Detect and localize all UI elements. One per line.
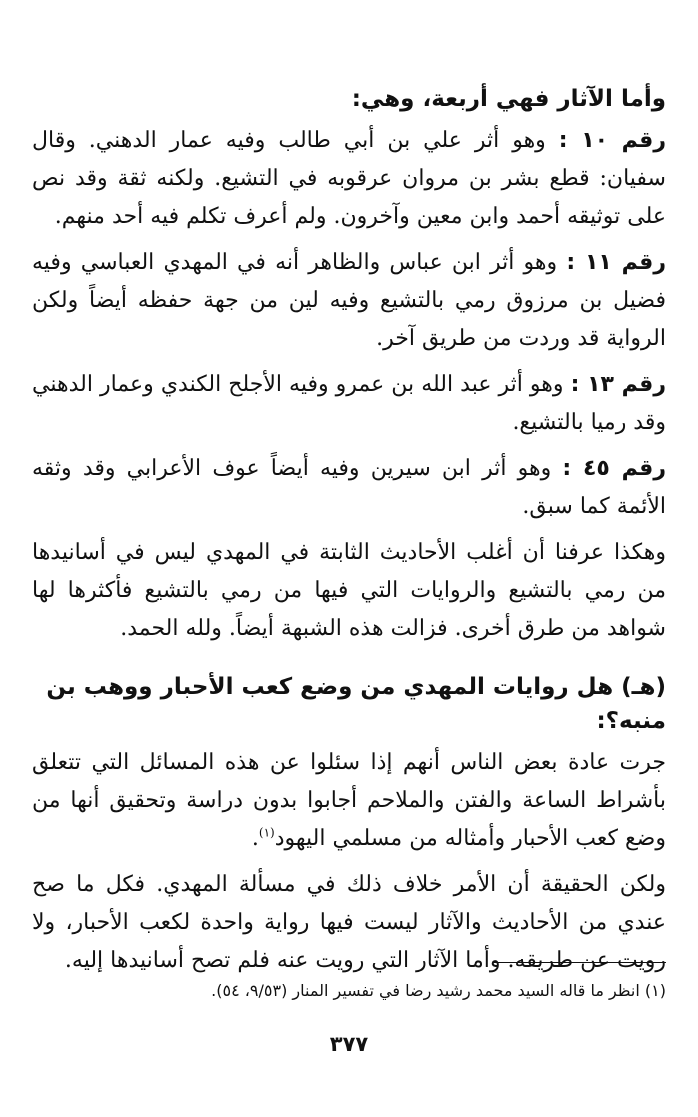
section-paragraph-1-text: جرت عادة بعض الناس أنهم إذا سئلوا عن هذه المسائل التي تتعلق بأشراط الساعة والفتن والملاحم أجابوا بدون دراسة وتحقيق أنها من وضع كعب الأحبار وأمثاله من مسلمي اليهود (32, 750, 666, 851)
section-paragraph-1 (32, 744, 666, 858)
athar-item-45 (32, 450, 666, 526)
athar-item-text: وهو أثر علي بن أبي طالب وفيه عمار الدهني. وقال سفيان: قطع بشر بن مروان عرقوبه في التشيع. ولكنه ثقة وقد نص على توثيقه أحمد وابن معين وآخرون. ولم أعرف تكلم فيه أحد منهم. (32, 128, 666, 229)
athar-item-label: رقم ١٣ : (570, 372, 666, 397)
athar-item-text: وهو أثر ابن عباس والظاهر أنه في المهدي العباسي وفيه فضيل بن مرزوق رمي بالتشيع وفيه لين من جهة حفظه أيضاً ولكن الرواية قد وردت من طريق آخر. (32, 250, 666, 351)
section-heading: (هـ) هل روايات المهدي من وضع كعب الأحبار ووهب بن منبه؟: (46, 674, 666, 734)
section-paragraph-1-end: . (251, 826, 259, 851)
footnote-divider (494, 962, 666, 963)
athar-heading: وأما الآثار فهي أربعة، وهي: (351, 86, 666, 112)
page-number: ٣٧٧ (329, 1032, 369, 1056)
athar-item-13 (32, 366, 666, 442)
section-paragraph-2: ولكن الحقيقة أن الأمر خلاف ذلك في مسألة المهدي. فكل ما صح عندي من الأحاديث والآثار ليست فيها رواية واحدة لكعب الأحبار، ولا رويت عن طريقه. وأما الآثار التي رويت عنه فلم تصح أسانيدها إليه. (32, 872, 666, 973)
athar-item-label: رقم ١٠ : (558, 128, 666, 153)
athar-item-text: وهو أثر عبد الله بن عمرو وفيه الأجلح الكندي وعمار الدهني وقد رميا بالتشيع. (32, 372, 666, 435)
athar-item-11 (32, 244, 666, 358)
athar-item-label: رقم ٤٥ : (562, 456, 667, 481)
athar-item-label: رقم ١١ : (566, 250, 666, 275)
athar-item-10 (32, 122, 666, 236)
footnote: (١) انظر ما قاله السيد محمد رشيد رضا في تفسير المنار (٩/٥٣، ٥٤). (211, 981, 666, 1000)
athar-item-text: وهو أثر ابن سيرين وفيه أيضاً عوف الأعرابي وقد وثقه الأئمة كما سبق. (32, 456, 666, 519)
footnote-reference[interactable]: (١) (258, 825, 275, 840)
summary-paragraph: وهكذا عرفنا أن أغلب الأحاديث الثابتة في المهدي ليس في أسانيدها من رمي بالتشيع والروايات التي فيها من رمي بالتشيع فأكثرها لها شواهد من طرق أخرى. فزالت هذه الشبهة أيضاً. ولله الحمد. (32, 540, 666, 641)
